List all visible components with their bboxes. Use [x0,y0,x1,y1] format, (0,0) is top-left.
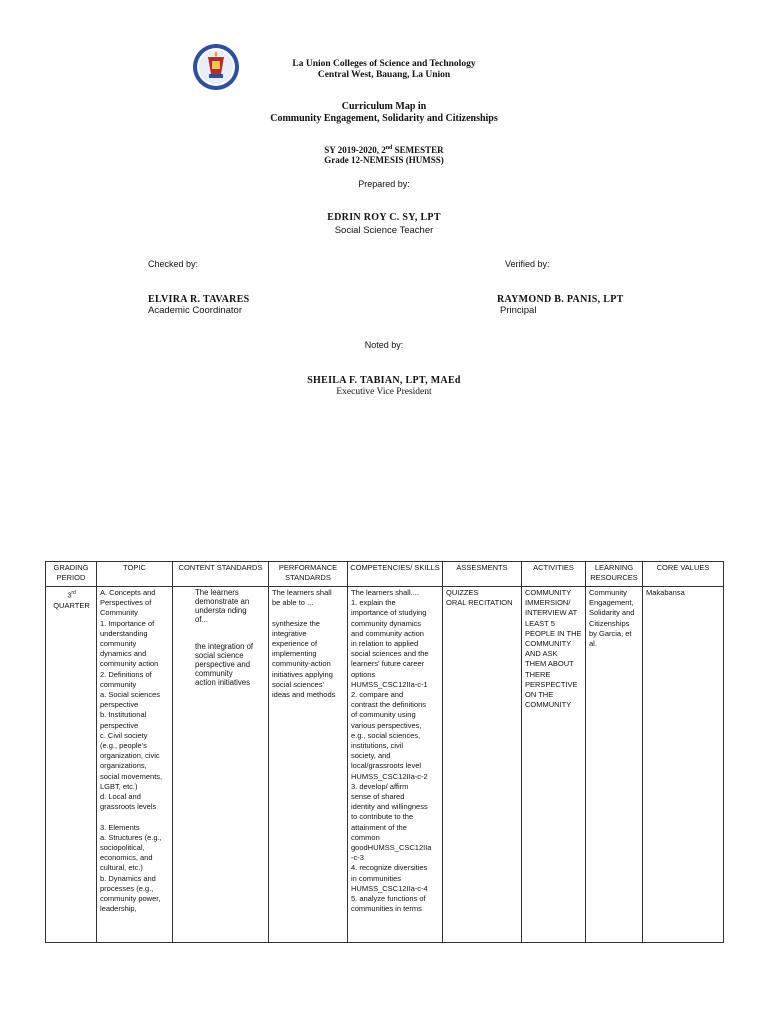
cell-line: Citizenships [589,618,630,628]
cell-line: by Garcia, et [589,628,632,638]
header-grading-period: GRADING PERIOD [46,562,97,587]
school-year-text: SY 2019-2020, 2 [324,145,386,155]
cell-line: and community action [351,628,424,638]
cell-line: be able to ... [272,598,314,608]
cell-line: LGBT, etc.) [100,781,138,791]
cell-line: COMMUNITY [525,639,572,649]
cell-line: The learners shall [272,588,332,597]
activities-cell [522,587,586,943]
cell-line: community [100,639,137,649]
school-name: La Union Colleges of Science and Technology [292,59,476,69]
cell-line: importance of studying [351,608,427,618]
cell-line: a. Social sciences [100,690,161,700]
cell-line: HUMSS_CSC12IIa-c-4 [351,883,428,893]
cell-line: ideas and methods [272,690,336,700]
cell-line: economics, and [100,853,153,863]
cell-line: c. Civil society [100,730,148,740]
cell-line: sociopolitical, [100,843,145,853]
competencies-cell [348,587,443,943]
cell-line: HUMSS_CSC12IIa-c-1 [351,679,428,689]
verified-label: Verified by: [505,259,550,269]
table-row [46,587,724,943]
cell-line: of... [195,615,209,624]
prepared-role: Social Science Teacher [334,225,434,236]
cell-line: in communities [351,873,402,883]
content-standards-cell [173,587,269,943]
cell-line: Makabansa [646,588,685,597]
document-title-line1: Curriculum Map in [341,101,427,112]
cell-line: ON THE [525,690,554,700]
period-sup: rd [71,590,76,596]
cell-line: social movements, [100,771,163,781]
prepared-label: Prepared by: [358,179,410,189]
cell-line: social science [195,651,244,660]
semester-text: SEMESTER [392,145,444,155]
cell-line: social sciences and the [351,649,429,659]
cell-line: in relation to applied [351,639,419,649]
cell-line: QUIZZES [446,588,479,597]
table-header-row [46,562,724,587]
cell-line: common [351,832,380,842]
cell-line: THERE [525,669,551,679]
cell-line: -c-3 [351,853,364,863]
cell-line: community action [100,659,159,669]
cell-line: Perspectives of [100,598,152,608]
cell-line: ORAL RECITATION [446,598,513,608]
cell-line: processes (e.g., [100,883,154,893]
cell-line: PERSPECTIVE [525,679,578,689]
header-learning-resources: LEARNING RESOURCES [586,562,643,587]
verified-name: RAYMOND B. PANIS, LPT [497,294,624,305]
cell-line: Community [589,588,627,597]
cell-line: HUMSS_CSC12IIa-c-2 [351,771,428,781]
cell-line: local/grassroots level [351,761,422,771]
checked-role: Academic Coordinator [148,305,242,316]
header-core-values: CORE VALUES [643,562,724,587]
learning-resources-cell [586,587,643,943]
cell-line: options [351,669,376,679]
checked-label: Checked by: [148,259,199,269]
cell-line: social sciences' [272,679,324,689]
cell-line: demonstrate an [195,597,250,606]
cell-line: COMMUNITY [525,700,572,710]
header-competencies: COMPETENCIES/ SKILLS [348,562,443,587]
period-word: QUARTER [53,600,90,610]
cell-line: 5. analyze functions of [351,894,426,904]
period-number: 3 [67,590,72,600]
cell-line: 3. develop/ affirm [351,781,409,791]
cell-line: 1. explain the [351,598,396,608]
cell-line: implementing [272,649,317,659]
cell-line: COMMUNITY [525,588,572,597]
cell-line: 2. compare and [351,690,404,700]
cell-line: LEAST 5 [525,618,555,628]
cell-line: action initiatives [195,678,251,687]
grading-period-cell [46,587,97,943]
cell-line [272,608,345,618]
cell-line: experience of [272,639,318,649]
cell-line: Solidarity and [589,608,635,618]
cell-line: 1. Importance of [100,618,155,628]
noted-name: SHEILA F. TABIAN, LPT, MAEd [307,375,461,386]
header-activities: ACTIVITIES [522,562,586,587]
cell-line: goodHUMSS_CSC12IIa [351,843,432,853]
cell-line: integrative [272,628,307,638]
cell-line: perspective [100,720,139,730]
cell-line: Community [100,608,138,618]
cell-line: grassroots levels [100,802,157,812]
cell-line: al. [589,639,597,649]
cell-line: initiatives applying [272,669,333,679]
cell-line: THEM ABOUT [525,659,574,669]
cell-line: community dynamics [351,618,422,628]
cell-line: The learners [195,588,239,597]
cell-line: the integration of [195,642,254,651]
cell-line: organizations, [100,761,147,771]
cell-line: society, and [351,751,391,761]
semester-sup: nd [385,145,393,151]
cell-line: learners' future career [351,659,425,669]
cell-line: attainment of the [351,822,407,832]
content-standards-intro [195,588,266,624]
cell-line: various perspectives, [351,720,422,730]
cell-line: community [195,669,233,678]
cell-line: sense of shared [351,792,405,802]
school-address: Central West, Bauang, La Union [317,70,451,80]
cell-line: identity and willingness [351,802,428,812]
cell-line: IMMERSION/ [525,598,571,608]
noted-label: Noted by: [364,340,404,350]
cell-line: PEOPLE IN THE [525,628,582,638]
cell-line: Engagement, [589,598,634,608]
verified-role: Principal [500,305,537,316]
cell-line: contrast the definitions [351,700,427,710]
performance-standards-cell [269,587,348,943]
cell-line [100,812,170,822]
cell-line: perspective [100,700,139,710]
cell-line: 2. Definitions of [100,669,152,679]
content-standards-body [195,642,266,687]
cell-line: b. Institutional [100,710,147,720]
cell-line: AND ASK [525,649,558,659]
checked-name: ELVIRA R. TAVARES [148,294,250,305]
cell-line: community-action [272,659,331,669]
cell-line: understanding [100,628,148,638]
assessments-cell [443,587,522,943]
curriculum-map-table [45,561,724,943]
cell-line: a. Structures (e.g., [100,832,162,842]
core-values-cell [643,587,724,943]
prepared-name: EDRIN ROY C. SY, LPT [327,212,441,223]
cell-line: 4. recognize diversities [351,863,428,873]
cell-line: A. Concepts and [100,588,156,597]
noted-role: Executive Vice President [336,387,432,397]
cell-line: dynamics and [100,649,147,659]
cell-line: of community using [351,710,416,720]
cell-line: cultural, etc.) [100,863,143,873]
cell-line: organization, civic [100,751,160,761]
grade-line: Grade 12-NEMESIS (HUMSS) [324,155,444,165]
cell-line: d. Local and [100,792,141,802]
cell-line: synthesize the [272,618,320,628]
header-performance-standards: PERFORMANCE STANDARDS [269,562,348,587]
cell-line: community power, [100,894,161,904]
cell-line: leadership, [100,904,137,914]
header-content-standards: CONTENT STANDARDS [173,562,269,587]
cell-line: (e.g., people's [100,741,147,751]
cell-line: b. Dynamics and [100,873,156,883]
header-topic: TOPIC [97,562,173,587]
document-title-line2: Community Engagement, Solidarity and Citizenships [270,113,498,124]
topic-cell [97,587,173,943]
cell-line: e.g., social sciences, [351,730,421,740]
cell-line: to contribute to the [351,812,414,822]
cell-line: INTERVIEW AT [525,608,578,618]
cell-line: communities in terms [351,904,422,914]
cell-line: understa nding [195,606,247,615]
cell-line: The learners shall.... [351,588,419,597]
cell-line: institutions, civil [351,741,404,751]
cell-line: community [100,679,137,689]
cell-line: 3. Elements [100,822,140,832]
header-assessments: ASSESMENTS [443,562,522,587]
cell-line: perspective and [195,660,251,669]
